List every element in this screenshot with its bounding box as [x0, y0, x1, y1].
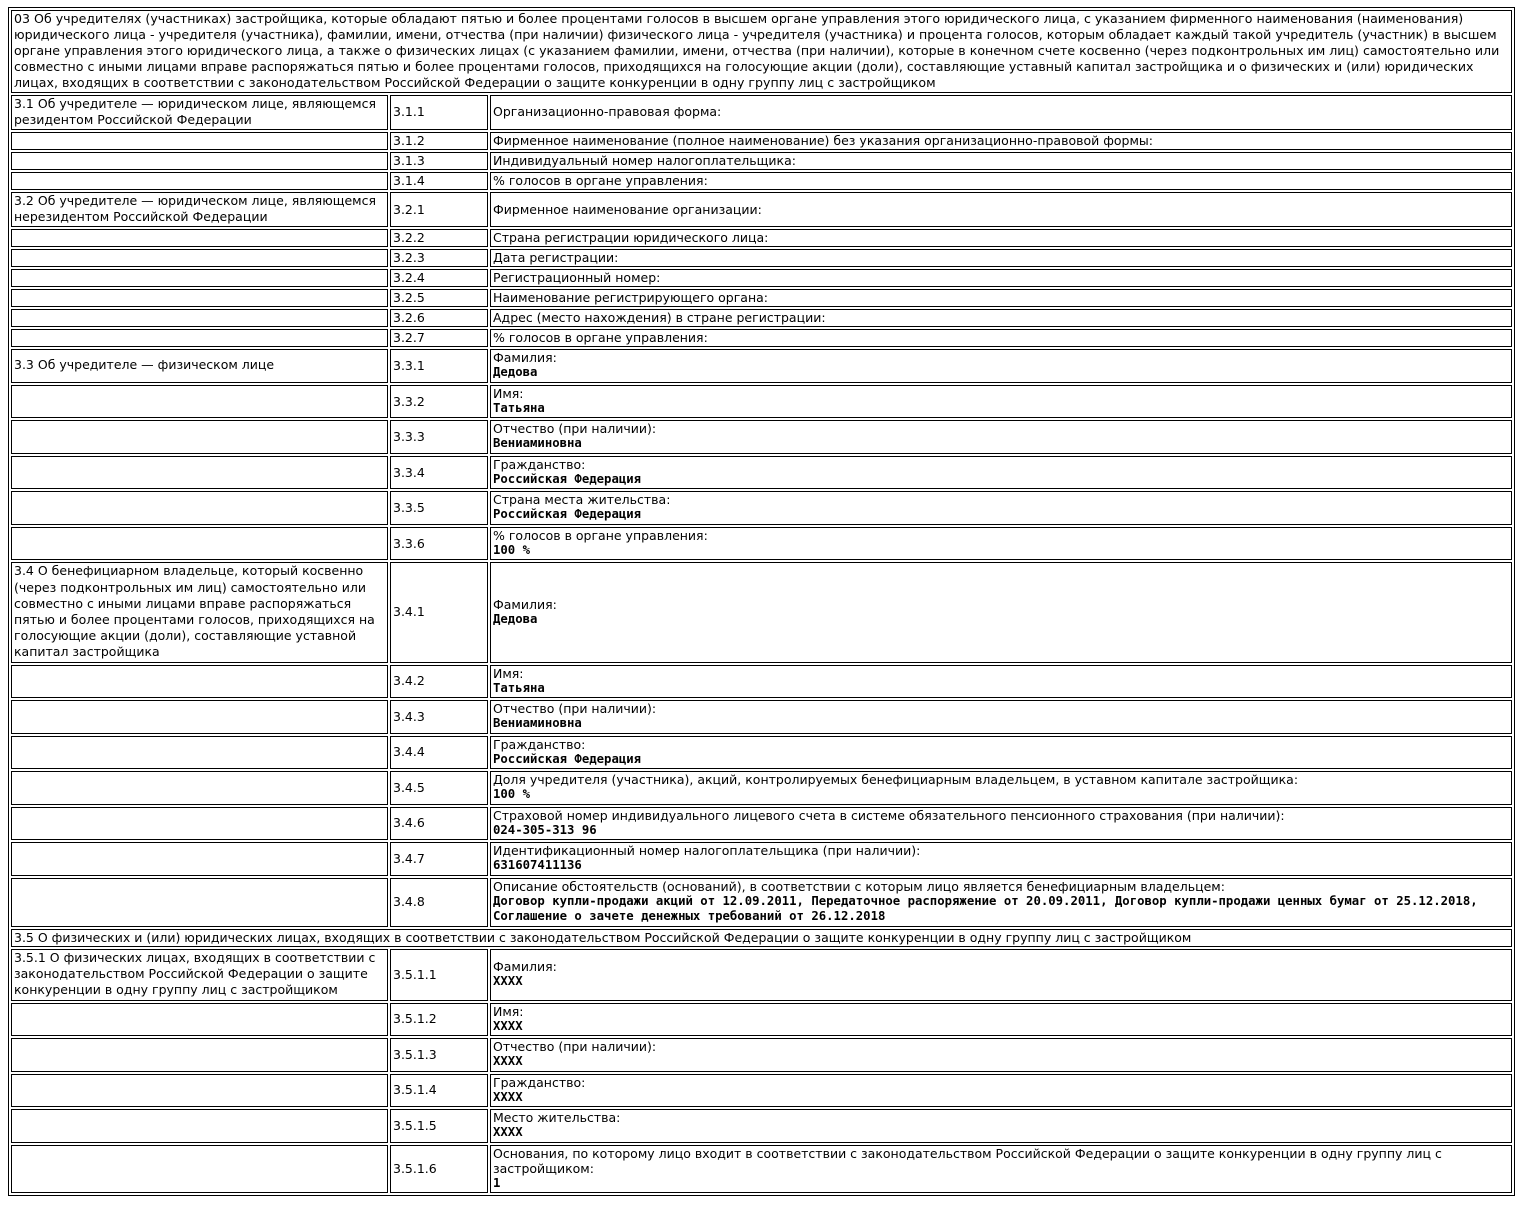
section-cell: [11, 1003, 388, 1037]
item-number-cell: 3.2.4: [390, 269, 488, 287]
table-row: [11, 1038, 1512, 1072]
item-number-cell: 3.5.1.2: [390, 1003, 488, 1037]
table-row: [11, 385, 1512, 419]
item-number-cell: 3.3.3: [390, 420, 488, 454]
table-row: [11, 349, 1512, 383]
field-value: Татьяна: [493, 680, 545, 695]
field-cell: [490, 385, 1512, 419]
field-label: Фирменное наименование (полное наименование) без указания организационно-правовой формы:: [493, 132, 1154, 148]
table-row: [11, 152, 1512, 170]
field-value: 100 %: [493, 787, 531, 802]
field-cell: [490, 700, 1512, 734]
field-cell: [490, 1145, 1512, 1194]
section-03-header: 03 Об учредителях (участниках) застройщика, которые обладают пятью и более процентами голосов в высшем органе управления этого юридического лица, с указанием фирменного наименования (наименования) юридического лица - учредителя (участника), фамилии, имени, отчества (при наличии) физического лица - учредителя (участника) и процента голосов, которым обладает каждый такой учредитель (участник) в высшем органе управления этого юридического лица, а также о физических лицах (с указанием фамилии, имени, отчества (при наличии), которые в конечном счете косвенно (через подконтрольных им лиц) самостоятельно или совместно с иными лицами вправе распоряжаться пятью и более процентами голосов, приходящихся на голосующие акции (доли), составляющие уставный капитал застройщика и о физических и (или) юридических лицах, входящих в соответствии с законодательством Российской Федерации о защите конкуренции в одну группу лиц с застройщиком: [11, 10, 1512, 93]
field-label: Идентификационный номер налогоплательщика (при наличии):: [493, 843, 921, 859]
field-label: Отчество (при наличии):: [493, 1039, 657, 1055]
field-label: Дата регистрации:: [493, 250, 619, 266]
item-number-cell: 3.4.3: [390, 700, 488, 734]
field-cell: [490, 192, 1512, 227]
field-value: 024-305-313 96: [493, 822, 597, 837]
field-label: Отчество (при наличии):: [493, 421, 657, 437]
section-cell: [11, 736, 388, 770]
field-cell: [490, 289, 1512, 307]
table-row: [11, 309, 1512, 327]
table-row: [11, 1145, 1512, 1194]
item-number-cell: 3.5.1.6: [390, 1145, 488, 1194]
field-cell: [490, 878, 1512, 927]
field-cell: [490, 456, 1512, 490]
table-row: [11, 269, 1512, 287]
field-cell: [490, 1109, 1512, 1143]
field-value: 100 %: [493, 542, 531, 557]
item-number-cell: 3.2.7: [390, 329, 488, 347]
table-row: [11, 289, 1512, 307]
item-number-cell: 3.5.1.1: [390, 949, 488, 1001]
item-number-cell: 3.3.1: [390, 349, 488, 383]
field-cell: [490, 491, 1512, 525]
field-value: Договор купли-продажи акций от 12.09.2011, Передаточное распоряжение от 20.09.2011, Договор купли-продажи ценных бумаг от 25.12.2018, Соглашение о зачете денежных требований от 26.12.2018: [493, 893, 1478, 924]
item-number-cell: 3.5.1.3: [390, 1038, 488, 1072]
section-cell: [11, 309, 388, 327]
field-value: Дедова: [493, 611, 538, 626]
field-label: Имя:: [493, 1003, 524, 1019]
section-cell: [11, 527, 388, 561]
field-label: Фамилия:: [493, 959, 557, 975]
section-cell: [11, 1145, 388, 1194]
item-number-cell: 3.4.8: [390, 878, 488, 927]
field-cell: [490, 562, 1512, 662]
table-row: [11, 1074, 1512, 1108]
section-cell: [11, 771, 388, 805]
field-label: Индивидуальный номер налогоплательщика:: [493, 152, 796, 168]
field-cell: [490, 349, 1512, 383]
field-cell: [490, 249, 1512, 267]
item-number-cell: 3.2.3: [390, 249, 488, 267]
item-number-cell: 3.4.4: [390, 736, 488, 770]
field-value: 1: [493, 1175, 501, 1190]
item-number-cell: 3.2.6: [390, 309, 488, 327]
field-value: Татьяна: [493, 400, 545, 415]
section-cell: [11, 1074, 388, 1108]
section-cell: [11, 807, 388, 841]
item-number-cell: 3.4.6: [390, 807, 488, 841]
section-cell: [11, 385, 388, 419]
field-label: Адрес (место нахождения) в стране регистрации:: [493, 310, 826, 326]
item-number-cell: 3.3.6: [390, 527, 488, 561]
table-row: [11, 1003, 1512, 1037]
field-cell: [490, 329, 1512, 347]
section-cell: 3.5.1 О физических лицах, входящих в соответствии с законодательством Российской Федерации о защите конкуренции в одну группу лиц с застройщиком: [11, 949, 388, 1001]
item-number-cell: 3.3.2: [390, 385, 488, 419]
field-label: Имя:: [493, 385, 524, 401]
field-value: Российская Федерация: [493, 751, 642, 766]
field-label: Гражданство:: [493, 456, 586, 472]
section-cell: [11, 700, 388, 734]
field-cell: [490, 665, 1512, 699]
field-cell: [490, 1038, 1512, 1072]
field-value: Вениаминовна: [493, 716, 582, 731]
item-number-cell: 3.3.4: [390, 456, 488, 490]
table-row: [11, 700, 1512, 734]
field-value: XXXX: [493, 974, 523, 989]
field-label: Имя:: [493, 665, 524, 681]
section-cell: [11, 420, 388, 454]
field-label: Доля учредителя (участника), акций, контролируемых бенефициарным владельцем, в уставном капитале застройщика:: [493, 772, 1299, 788]
declaration-table-body: [11, 10, 1512, 1193]
field-value: Российская Федерация: [493, 507, 642, 522]
field-value: XXXX: [493, 1089, 523, 1104]
field-cell: [490, 229, 1512, 247]
field-label: Гражданство:: [493, 736, 586, 752]
section-cell: [11, 1109, 388, 1143]
section-cell: [11, 289, 388, 307]
table-row: [11, 1109, 1512, 1143]
section-cell: 3.1 Об учредителе — юридическом лице, являющемся резидентом Российской Федерации: [11, 95, 388, 130]
field-value: Российская Федерация: [493, 471, 642, 486]
section-cell: [11, 878, 388, 927]
declaration-table: [8, 7, 1515, 1196]
table-row: [11, 491, 1512, 525]
section-cell: [11, 1038, 388, 1072]
field-label: Страна регистрации юридического лица:: [493, 230, 769, 246]
field-label: Отчество (при наличии):: [493, 701, 657, 717]
table-row: [11, 132, 1512, 150]
section-cell: [11, 842, 388, 876]
item-number-cell: 3.1.3: [390, 152, 488, 170]
section-divider-row: [11, 929, 1512, 948]
field-value: XXXX: [493, 1054, 523, 1069]
section-cell: [11, 491, 388, 525]
section-cell: [11, 172, 388, 190]
item-number-cell: 3.3.5: [390, 491, 488, 525]
table-row: [11, 562, 1512, 662]
item-number-cell: 3.4.1: [390, 562, 488, 662]
section-cell: [11, 152, 388, 170]
field-label: Страховой номер индивидуального лицевого счета в системе обязательного пенсионного страхования (при наличии):: [493, 807, 1285, 823]
field-cell: [490, 771, 1512, 805]
section-full-width-cell: 3.5 О физических и (или) юридических лицах, входящих в соответствии с законодательством Российской Федерации о защите конкуренции в одну группу лиц с застройщиком: [11, 929, 1512, 948]
table-row: [11, 95, 1512, 130]
table-row: [11, 771, 1512, 805]
field-label: % голосов в органе управления:: [493, 330, 708, 346]
section-cell: 3.3 Об учредителе — физическом лице: [11, 349, 388, 383]
section-cell: [11, 249, 388, 267]
field-label: Фамилия:: [493, 350, 557, 366]
field-cell: [490, 807, 1512, 841]
field-cell: [490, 269, 1512, 287]
item-number-cell: 3.4.7: [390, 842, 488, 876]
item-number-cell: 3.1.2: [390, 132, 488, 150]
field-label: Наименование регистрирующего органа:: [493, 290, 768, 306]
section-cell: [11, 132, 388, 150]
table-row: [11, 172, 1512, 190]
field-label: Фирменное наименование организации:: [493, 201, 762, 217]
table-row: [11, 192, 1512, 227]
item-number-cell: 3.2.1: [390, 192, 488, 227]
field-cell: [490, 420, 1512, 454]
item-number-cell: 3.5.1.4: [390, 1074, 488, 1108]
section-cell: [11, 665, 388, 699]
field-cell: [490, 842, 1512, 876]
table-row: [11, 949, 1512, 1001]
item-number-cell: 3.4.5: [390, 771, 488, 805]
field-label: Место жительства:: [493, 1110, 621, 1126]
field-value: 631607411136: [493, 858, 582, 873]
field-cell: [490, 132, 1512, 150]
field-cell: [490, 527, 1512, 561]
table-row: [11, 842, 1512, 876]
field-label: Страна места жительства:: [493, 492, 671, 508]
section-cell: [11, 329, 388, 347]
field-value: XXXX: [493, 1018, 523, 1033]
item-number-cell: 3.1.1: [390, 95, 488, 130]
field-cell: [490, 309, 1512, 327]
table-row: [11, 736, 1512, 770]
table-row: [11, 329, 1512, 347]
field-cell: [490, 95, 1512, 130]
field-cell: [490, 736, 1512, 770]
field-value: Дедова: [493, 365, 538, 380]
table-row: [11, 229, 1512, 247]
table-row: [11, 420, 1512, 454]
field-value: Вениаминовна: [493, 436, 582, 451]
field-cell: [490, 152, 1512, 170]
field-label: % голосов в органе управления:: [493, 172, 708, 188]
section-cell: [11, 229, 388, 247]
item-number-cell: 3.1.4: [390, 172, 488, 190]
field-label: % голосов в органе управления:: [493, 527, 708, 543]
field-label: Организационно-правовая форма:: [493, 104, 722, 120]
field-cell: [490, 172, 1512, 190]
item-number-cell: 3.5.1.5: [390, 1109, 488, 1143]
item-number-cell: 3.2.5: [390, 289, 488, 307]
field-value: XXXX: [493, 1125, 523, 1140]
table-row: [11, 527, 1512, 561]
field-label: Описание обстоятельств (оснований), в соответствии с которым лицо является бенефициарным владельцем:: [493, 878, 1225, 894]
field-cell: [490, 949, 1512, 1001]
field-label: Гражданство:: [493, 1074, 586, 1090]
section-cell: [11, 456, 388, 490]
document-header-row: [11, 10, 1512, 93]
table-row: [11, 878, 1512, 927]
table-row: [11, 249, 1512, 267]
field-cell: [490, 1074, 1512, 1108]
table-row: [11, 807, 1512, 841]
section-cell: [11, 269, 388, 287]
table-row: [11, 456, 1512, 490]
section-cell: 3.4 О бенефициарном владельце, который косвенно (через подконтрольных им лиц) самостоятельно или совместно с иными лицами вправе распоряжаться пятью и более процентами голосов, приходящихся на голосующие акции (доли), составляющие уставной капитал застройщика: [11, 562, 388, 662]
field-label: Основания, по которому лицо входит в соответствии с законодательством Российской Федерации о защите конкуренции в одну группу лиц с застройщиком:: [493, 1145, 1442, 1176]
section-cell: 3.2 Об учредителе — юридическом лице, являющемся нерезидентом Российской Федерации: [11, 192, 388, 227]
table-row: [11, 665, 1512, 699]
item-number-cell: 3.4.2: [390, 665, 488, 699]
item-number-cell: 3.2.2: [390, 229, 488, 247]
field-cell: [490, 1003, 1512, 1037]
field-label: Фамилия:: [493, 596, 557, 612]
field-label: Регистрационный номер:: [493, 270, 661, 286]
